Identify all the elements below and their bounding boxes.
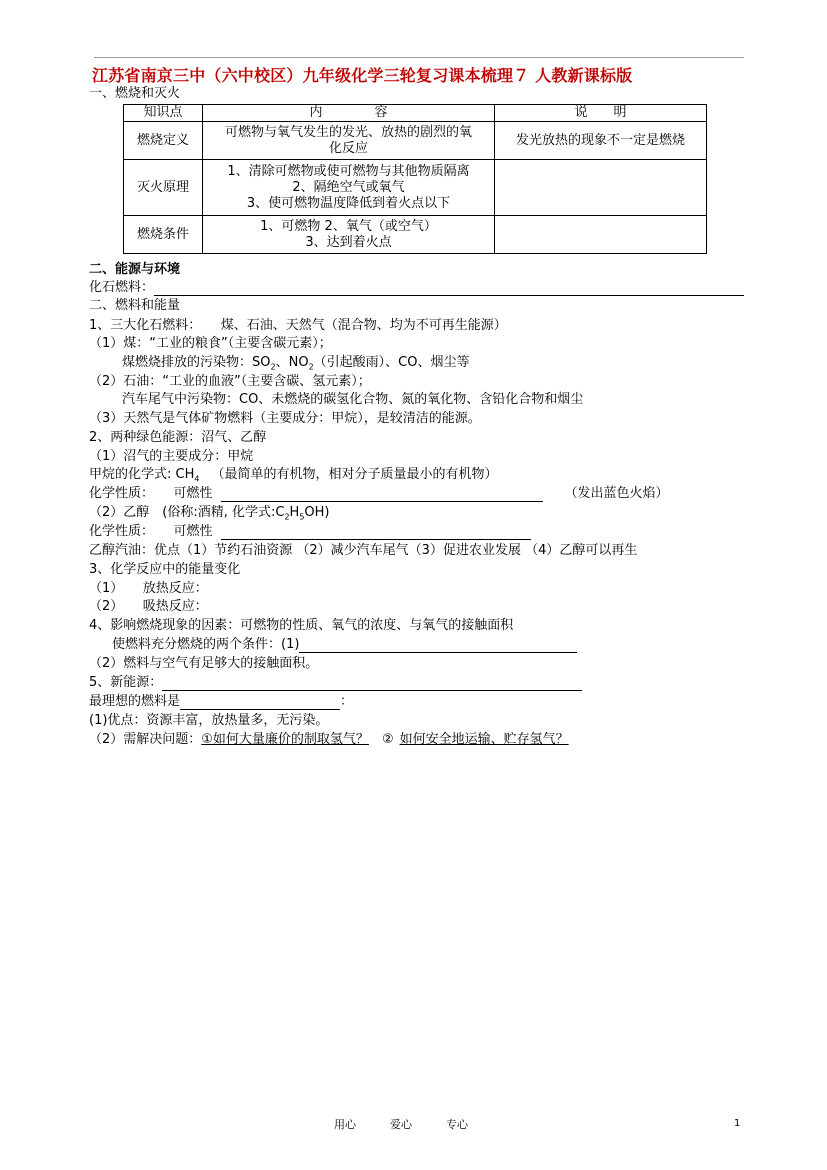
- header-rule: [94, 57, 744, 58]
- text-line: [122, 355, 469, 376]
- text-line: （2） 吸热反应：: [89, 599, 208, 614]
- content-line: 3、使可燃物温度降低到着火点以下: [246, 195, 451, 211]
- table-header-row: [124, 105, 707, 122]
- text-line: [89, 505, 330, 526]
- text-line: 汽车尾气中污染物：CO、未燃烧的碳氢化合物、氮的氧化物、含铅化合物和烟尘: [122, 392, 584, 407]
- subscript: 2: [284, 512, 290, 522]
- section-heading-fuel: 二、燃料和能量: [89, 298, 181, 313]
- subscript: 2: [308, 362, 314, 372]
- content-line: 1、可燃物 2、氧气（或空气）: [260, 218, 437, 234]
- text-line: [89, 732, 569, 748]
- table-header-cell: 知识点: [124, 105, 203, 122]
- text-fragment: （最简单的有机物，相对分子质量最小的有机物）: [211, 467, 498, 482]
- text-line: [89, 524, 531, 540]
- table-cell-topic: 燃烧定义: [124, 122, 203, 160]
- text-fragment: 使燃料充分燃烧的两个条件：(1): [112, 637, 300, 652]
- table-cell-content: [203, 160, 495, 216]
- answer-blank: [299, 640, 577, 653]
- text-fragment: （2）乙醇 (俗称:酒精, 化学式:C: [89, 505, 285, 520]
- answer-blank: [180, 697, 340, 710]
- table-cell-content: [203, 122, 495, 160]
- section-heading-combustion: 一、燃烧和灭火: [89, 86, 181, 101]
- text-fragment: 甲烷的化学式: CH: [89, 467, 195, 482]
- text-line: （2）石油：“工业的血液”（主要含碳、氢元素）；: [89, 374, 371, 389]
- subscript: 5: [299, 512, 305, 522]
- text-line: （2）燃料与空气有足够大的接触面积。: [89, 656, 319, 671]
- text-fragment: 煤燃烧排放的污染物：SO: [122, 355, 271, 370]
- text-line: 3、化学反应中的能量变化: [89, 562, 241, 577]
- text-fragment: 化学性质： 可燃性: [89, 486, 213, 501]
- text-line: （1）煤：“工业的粮食”（主要含碳元素）；: [89, 336, 332, 351]
- text-fragment: （引起酸雨）、CO、烟尘等: [313, 355, 470, 370]
- table-row: [124, 216, 707, 254]
- text-line: （1）沼气的主要成分：甲烷: [89, 449, 254, 464]
- footer-text: 用心: [334, 1118, 356, 1131]
- text-line: 4、影响燃烧现象的因素：可燃物的性质、氧气的浓度、与氧气的接触面积: [89, 618, 514, 633]
- text-fragment: 最理想的燃料是: [89, 694, 181, 709]
- text-line: 乙醇汽油：优点（1）节约石油资源 （2）减少汽车尾气（3）促进农业发展 （4）乙醇可以再生: [89, 543, 638, 558]
- knowledge-table: [123, 104, 707, 254]
- answer-blank: [221, 527, 531, 540]
- table-row: [124, 160, 707, 216]
- text-line: [112, 637, 577, 653]
- footer-text: 爱心: [390, 1118, 412, 1131]
- subscript: 2: [270, 362, 276, 372]
- text-line: (1)优点：资源丰富，放热量多，无污染。: [89, 713, 329, 728]
- text-line: [89, 467, 497, 488]
- table-header-cell: 内 容: [203, 105, 495, 122]
- footer-text: 专心: [446, 1118, 468, 1131]
- document-title: 江苏省南京三中（六中校区）九年级化学三轮复习课本梳理７ 人教新课标版: [92, 66, 633, 85]
- fossil-fuel-line: [89, 280, 744, 296]
- text-fragment: （发出蓝色火焰）: [564, 486, 669, 501]
- table-cell-topic: 燃烧条件: [124, 216, 203, 254]
- page-number: 1: [734, 1118, 741, 1129]
- text-line: 1、三大化石燃料： 煤、石油、天然气（混合物、均为不可再生能源）: [89, 318, 507, 333]
- underlined-question: 如何安全地运输、贮存氢气？: [399, 732, 569, 747]
- table-header-cell: 说 明: [495, 105, 707, 122]
- text-line: （3）天然气是气体矿物燃料（主要成分：甲烷），是较清洁的能源。: [89, 411, 481, 426]
- content-line: 1、清除可燃物或使可燃物与其他物质隔离: [227, 163, 470, 179]
- content-line: 2、隔绝空气或氧气: [292, 179, 405, 195]
- text-fragment: ：: [340, 694, 354, 709]
- fossil-fuel-blank: [154, 283, 744, 296]
- text-line: 2、两种绿色能源：沼气、乙醇: [89, 430, 267, 445]
- content-line: 可燃物与氧气发生的发光、放热的剧烈的氧: [224, 124, 472, 140]
- text-fragment: 5、新能源：: [89, 675, 163, 690]
- answer-blank: [221, 489, 543, 502]
- text-fragment: 、NO: [275, 355, 309, 370]
- text-fragment: 化学性质： 可燃性: [89, 524, 213, 539]
- text-fragment: ②: [368, 732, 394, 747]
- fossil-fuel-label: 化石燃料：: [89, 280, 155, 295]
- answer-blank: [162, 678, 582, 691]
- text-fragment: H: [289, 505, 300, 520]
- text-line: （1） 放热反应：: [89, 581, 208, 596]
- text-line: [89, 694, 353, 710]
- table-cell-note: 发光放热的现象不一定是燃烧: [495, 122, 707, 160]
- text-line: [89, 486, 669, 502]
- underlined-question: ①如何大量廉价的制取氢气？: [201, 732, 369, 747]
- table-cell-content: [203, 216, 495, 254]
- text-line: [89, 675, 582, 691]
- section-heading-energy: 二、能源与环境: [89, 262, 181, 277]
- content-line: 3、达到着火点: [305, 234, 392, 250]
- text-fragment: （2）需解决问题：: [89, 732, 202, 747]
- content-line: 化反应: [328, 140, 368, 156]
- table-cell-note: [495, 160, 707, 216]
- table-row: [124, 122, 707, 160]
- text-fragment: OH): [304, 505, 330, 520]
- subscript: 4: [194, 474, 200, 484]
- table-cell-note: [495, 216, 707, 254]
- table-cell-topic: 灭火原理: [124, 160, 203, 216]
